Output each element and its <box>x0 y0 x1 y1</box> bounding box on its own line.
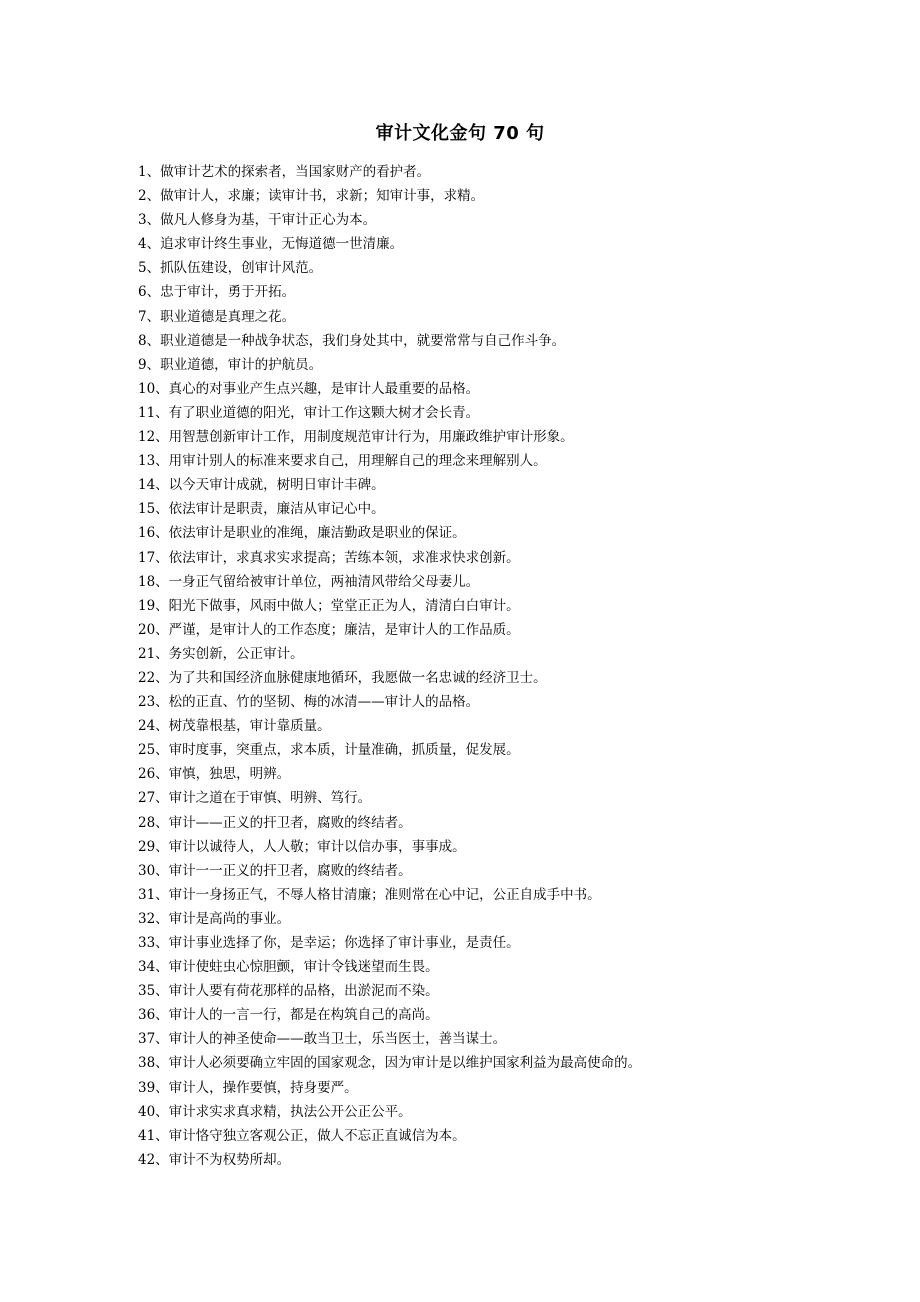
quote-item: 15、依法审计是职责，廉洁从审记心中。 <box>138 501 385 518</box>
quote-item: 10、真心的对事业产生点兴趣，是审计人最重要的品格。 <box>138 380 480 397</box>
quote-item: 23、松的正直、竹的坚韧、梅的冰清——审计人的品格。 <box>138 694 480 711</box>
quote-item: 14、以今天审计成就，树明日审计丰碑。 <box>138 477 385 494</box>
document-title: 审计文化金句 70 句 <box>375 123 545 144</box>
quote-item: 42、审计不为权势所却。 <box>138 1151 291 1168</box>
quote-item: 33、审计事业选择了你，是幸运；你选择了审计事业，是责任。 <box>138 935 520 951</box>
quote-item: 18、一身正气留给被审计单位，两袖清风带给父母妻儿。 <box>138 573 480 590</box>
quote-item: 34、审计使蛀虫心惊胆颤，审计令钱迷望而生畏。 <box>138 959 439 976</box>
quote-item: 28、审计——正义的扞卫者，腐败的终结者。 <box>138 814 412 831</box>
quote-item: 40、审计求实求真求精，执法公开公正公平。 <box>138 1103 412 1120</box>
quote-item: 37、审计人的神圣使命——敢当卫士，乐当医士，善当谋士。 <box>138 1031 507 1048</box>
quote-item: 16、依法审计是职业的准绳，廉洁勤政是职业的保证。 <box>138 525 466 542</box>
quote-item: 17、依法审计，求真求实求提高；苦练本领，求准求快求创新。 <box>138 549 520 566</box>
quote-item: 22、为了共和国经济血脉健康地循环，我愿做一名忠诚的经济卫士。 <box>138 669 547 686</box>
quote-item: 3、做凡人修身为基，干审计正心为本。 <box>138 212 377 229</box>
quote-item: 36、审计人的一言一行，都是在构筑自己的高尚。 <box>138 1007 439 1024</box>
quote-item: 32、审计是高尚的事业。 <box>138 910 291 927</box>
quote-item: 25、审时度事，突重点，求本质，计量准确，抓质量，促发展。 <box>138 742 520 759</box>
quote-item: 8、职业道德是一种战争状态，我们身处其中，就要常常与自己作斗争。 <box>138 332 566 349</box>
quote-item: 19、阳光下做事，风雨中做人；堂堂正正为人，清清白白审计。 <box>138 597 520 614</box>
quote-item: 1、做审计艺术的探索者，当国家财产的看护者。 <box>138 164 431 180</box>
quote-item: 9、职业道德，审计的护航员。 <box>138 356 323 373</box>
quote-item: 11、有了职业道德的阳光，审计工作这颗大树才会长青。 <box>138 404 480 421</box>
quote-item: 12、用智慧创新审计工作，用制度规范审计行为，用廉政维护审计形象。 <box>138 429 574 446</box>
quote-item: 26、审慎，独思，明辨。 <box>138 766 291 783</box>
quote-item: 21、务实创新，公正审计。 <box>138 645 304 662</box>
quote-item: 27、审计之道在于审慎、明辨、笃行。 <box>138 790 372 807</box>
quote-item: 41、审计恪守独立客观公正，做人不忘正直诚信为本。 <box>138 1127 466 1144</box>
quote-item: 29、审计以诚待人，人人敬；审计以信办事，事事成。 <box>138 838 466 855</box>
quote-item: 5、抓队伍建设，创审计风范。 <box>138 260 323 277</box>
quote-item: 4、追求审计终生事业，无悔道德一世清廉。 <box>138 236 404 253</box>
quote-item: 30、审计一一正义的扞卫者，腐败的终结者。 <box>138 862 412 879</box>
quote-item: 24、树茂靠根基，审计靠质量。 <box>138 718 331 735</box>
quote-item: 39、审计人，操作要慎，持身要严。 <box>138 1079 358 1096</box>
quote-item: 7、职业道德是真理之花。 <box>138 308 296 325</box>
quote-item: 38、审计人必须要确立牢固的国家观念，因为审计是以维护国家利益为最高使命的。 <box>138 1055 642 1072</box>
quote-list <box>138 160 878 1172</box>
quote-item: 6、忠于审计，勇于开拓。 <box>138 284 296 301</box>
quote-item: 31、审计一身扬正气，不辱人格甘清廉；准则常在心中记，公正自成手中书。 <box>138 886 601 903</box>
quote-item: 13、用审计别人的标准来要求自己，用理解自己的理念来理解别人。 <box>138 453 547 470</box>
quote-item: 20、严谨，是审计人的工作态度；廉洁，是审计人的工作品质。 <box>138 621 520 638</box>
quote-item: 2、做审计人，求廉；读审计书，求新；知审计事，求精。 <box>138 188 485 205</box>
quote-item: 35、审计人要有荷花那样的品格，出淤泥而不染。 <box>138 983 439 1000</box>
